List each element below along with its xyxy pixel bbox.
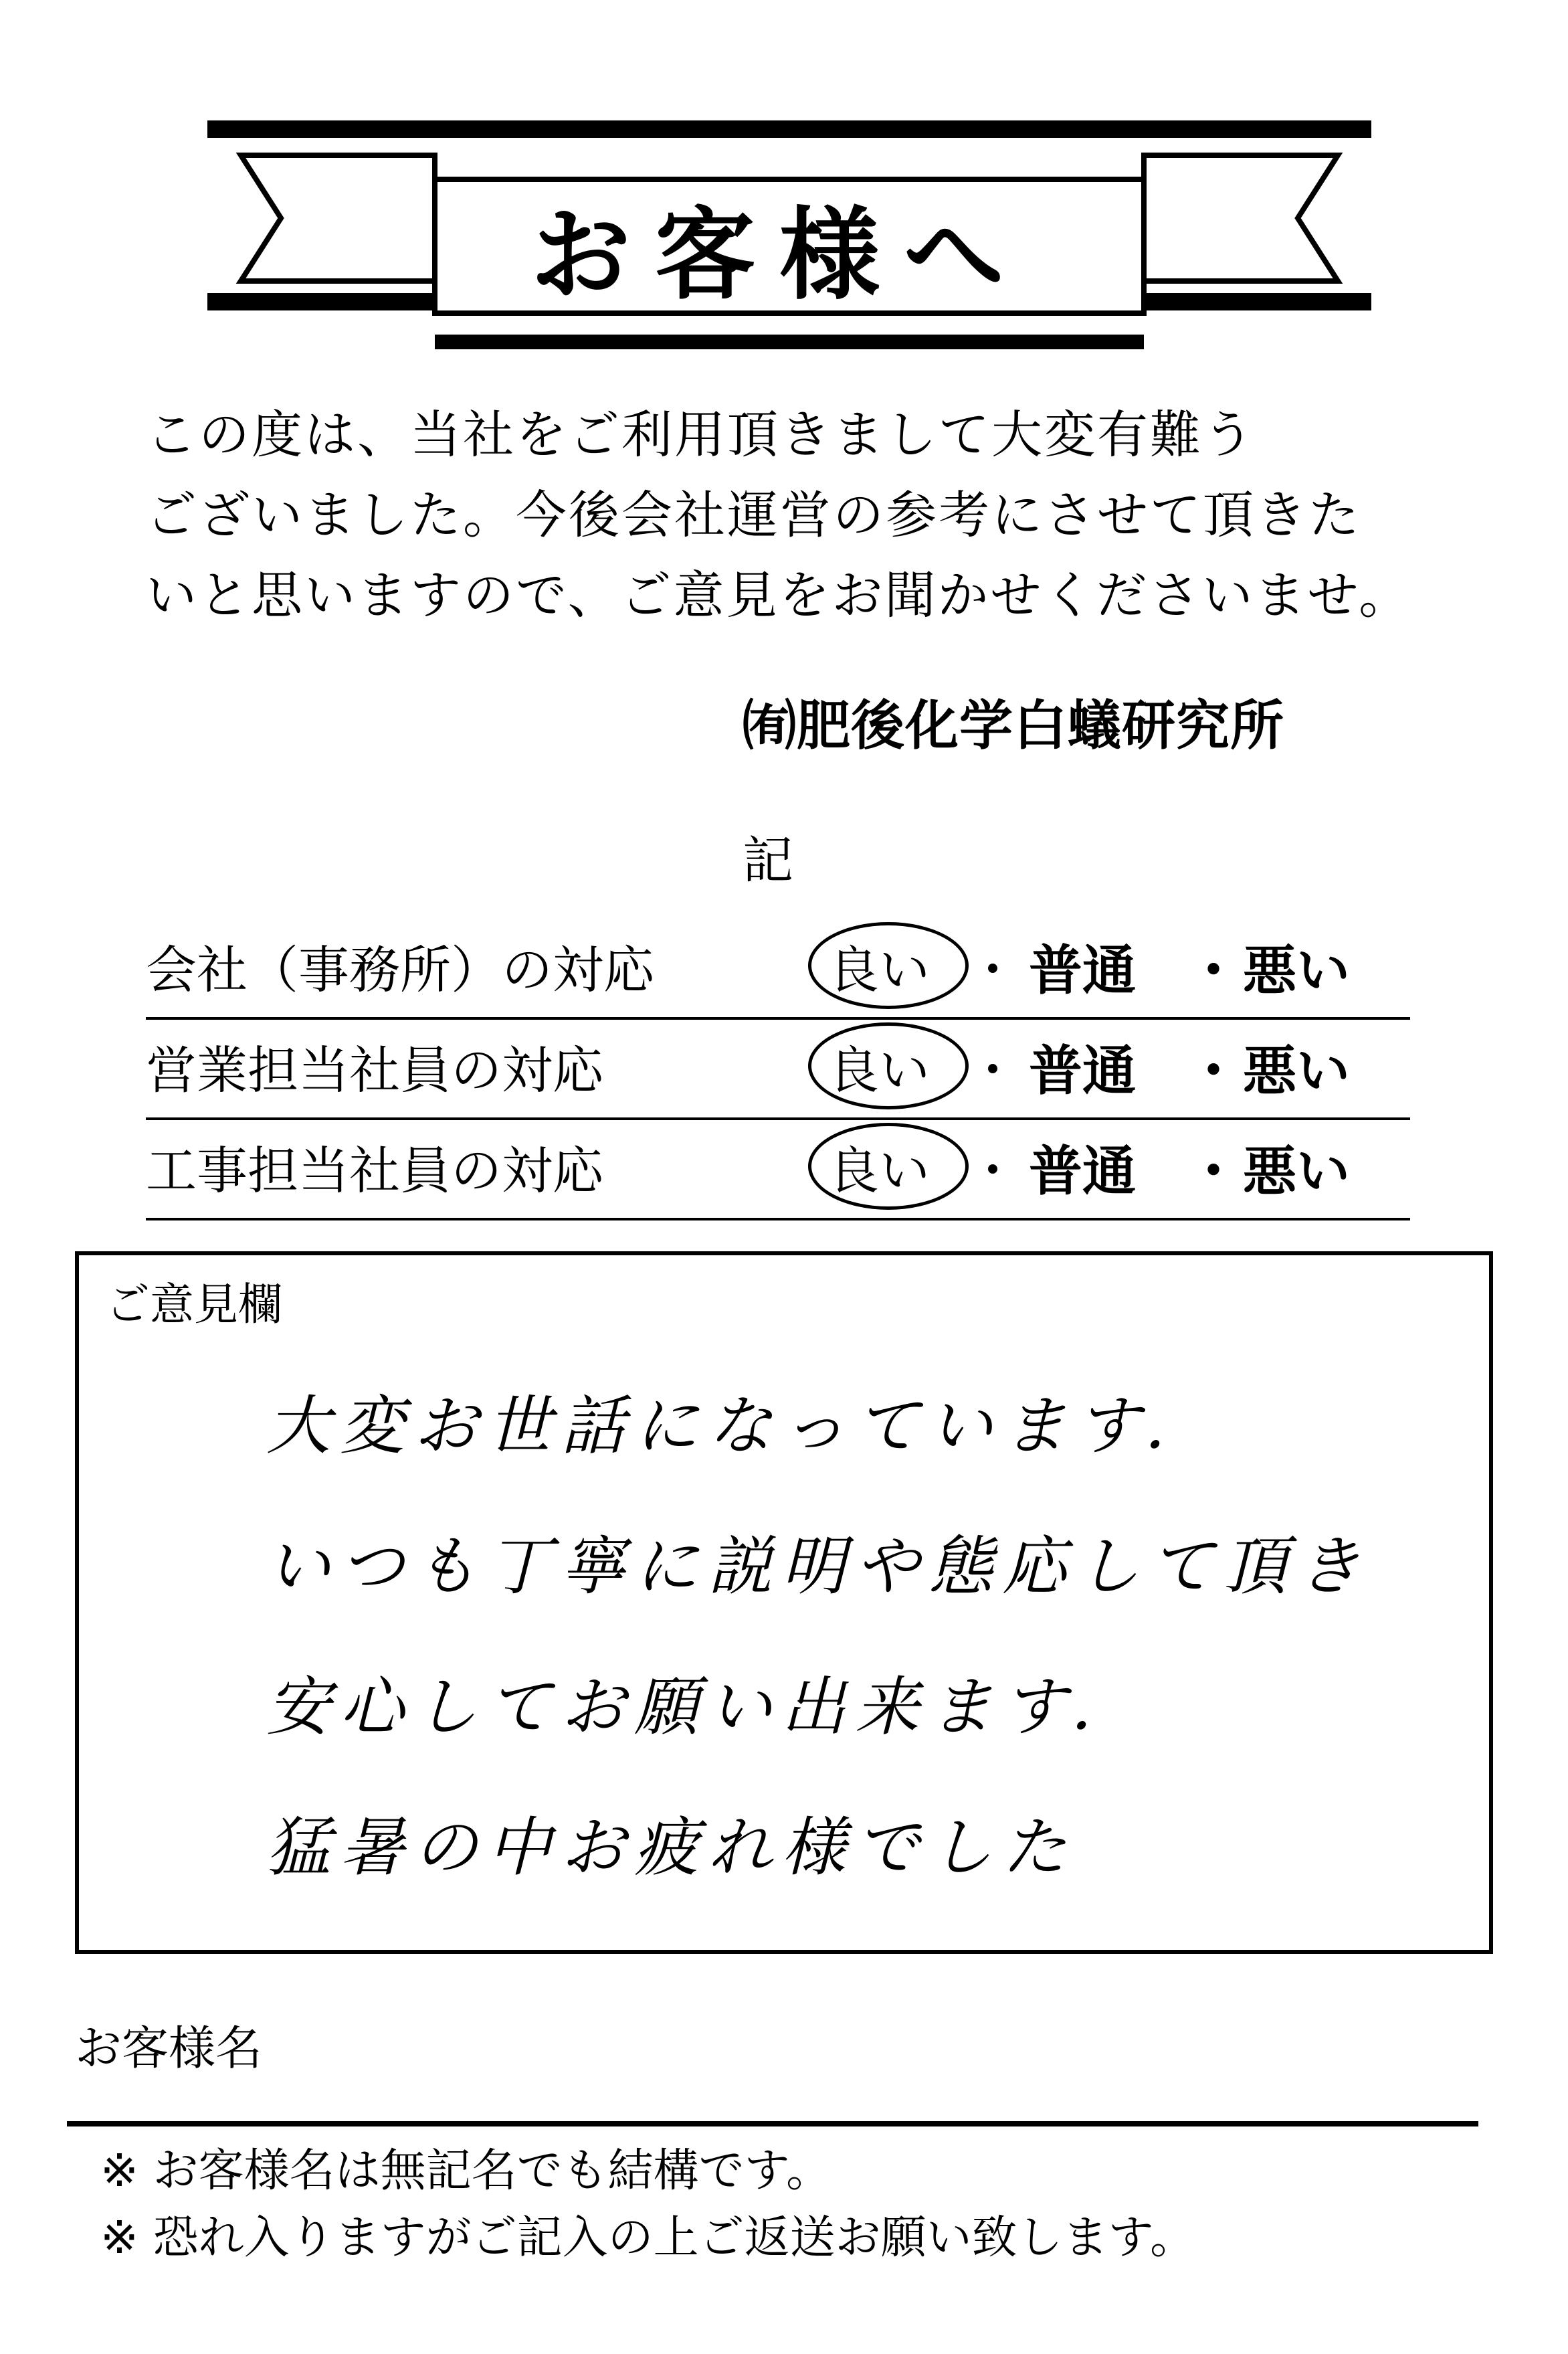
rating-row-construction: [146, 1117, 1410, 1220]
banner-title: お客様へ: [530, 196, 1028, 314]
comment-line: 猛暑の中お疲れ様でした: [266, 1810, 1076, 1885]
intro-line: ございました。今後会社運営の参考にさせて頂きた: [146, 485, 1361, 545]
option-normal[interactable]: 普通: [1029, 1039, 1136, 1102]
option-normal[interactable]: 普通: [1029, 1140, 1136, 1202]
customer-name-field[interactable]: [67, 2121, 1478, 2126]
comment-line: 安心してお願い出来ます．: [266, 1669, 1145, 1744]
title-banner: [0, 0, 1568, 375]
option-separator: ・: [1187, 939, 1240, 1002]
option-good[interactable]: 良い: [828, 1040, 930, 1100]
note-line: ※ 恐れ入りますがご記入の上ご返送お願い致します。: [100, 2211, 1196, 2264]
rating-label: 会社（事務所）の対応: [146, 939, 654, 1000]
intro-message: [146, 395, 1437, 636]
option-good[interactable]: 良い: [828, 939, 930, 1000]
comment-title: ご意見欄: [106, 1279, 282, 1330]
option-separator: ・: [967, 1140, 1018, 1200]
comment-box[interactable]: [75, 1251, 1493, 1954]
comment-line: いつも丁寧に説明や態応して頂き: [266, 1529, 1370, 1604]
option-good[interactable]: 良い: [828, 1140, 930, 1200]
note-line: ※ お客様名は無記名でも結構です。: [100, 2145, 832, 2197]
option-separator: ・: [1187, 1140, 1240, 1202]
handwritten-comment: [266, 1356, 1484, 1918]
rating-label: 工事担当社員の対応: [146, 1140, 603, 1200]
intro-line: この度は、当社をご利用頂きまして大変有難う: [146, 405, 1256, 464]
option-separator: ・: [967, 939, 1018, 1000]
option-separator: ・: [1187, 1039, 1240, 1102]
rating-row-sales: [146, 1017, 1410, 1120]
rating-label: 営業担当社員の対応: [146, 1040, 603, 1100]
ki-heading: 記: [743, 830, 793, 890]
rating-row-company: [146, 917, 1410, 1020]
intro-line: いと思いますので、ご意見をお聞かせくださいませ。: [146, 565, 1412, 625]
option-separator: ・: [967, 1040, 1018, 1100]
option-bad[interactable]: 悪い: [1243, 1039, 1350, 1102]
customer-name-label: お客様名: [75, 2021, 262, 2076]
option-bad[interactable]: 悪い: [1243, 1140, 1350, 1202]
comment-line: 大変お世話になっています．: [266, 1388, 1218, 1463]
option-normal[interactable]: 普通: [1029, 939, 1136, 1002]
footer-notes: [100, 2138, 1195, 2272]
company-name: ㈲肥後化学白蟻研究所: [743, 695, 1284, 757]
option-bad[interactable]: 悪い: [1243, 939, 1350, 1002]
